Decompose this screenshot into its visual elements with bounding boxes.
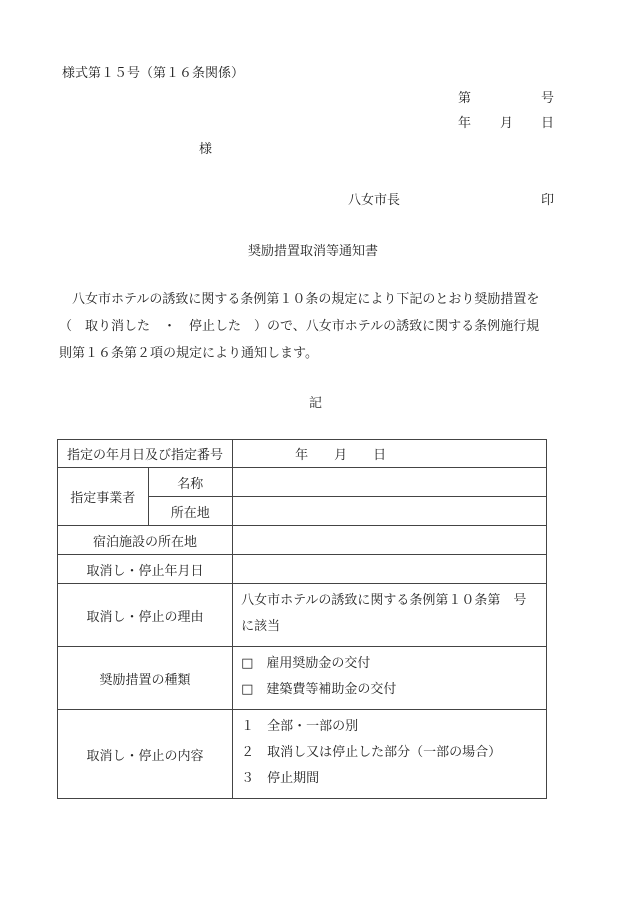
table-row — [58, 647, 547, 710]
cancel-date-label: 取消し・停止年月日 — [58, 555, 233, 584]
body-line: （ 取り消した ・ 停止した ）ので、八女市ホテルの誘致に関する条例施行規 — [59, 319, 540, 334]
table-row — [58, 526, 547, 555]
addressee-suffix: 様 — [199, 142, 213, 157]
operator-name-label: 名称 — [148, 468, 233, 497]
document-title: 奨励措置取消等通知書 — [248, 244, 379, 259]
table-row — [58, 584, 547, 647]
body-paragraph — [59, 286, 569, 367]
content-item: １ 全部・一部の別 — [241, 719, 359, 734]
date-month: 月 — [500, 116, 514, 131]
content-item: ３ 停止期間 — [241, 771, 320, 786]
doc-number-dai: 第 — [458, 91, 472, 106]
reason-field[interactable] — [233, 584, 547, 647]
construction-subsidy-checkbox[interactable]: □ 建築費等補助金の交付 — [241, 682, 397, 697]
doc-number-go: 号 — [541, 91, 555, 106]
table-row — [58, 710, 547, 799]
issuer-name: 八女市長 — [348, 193, 401, 208]
notification-table — [57, 439, 547, 799]
facility-location-field[interactable] — [233, 526, 547, 555]
content-label: 取消し・停止の内容 — [58, 710, 233, 799]
body-line: 八女市ホテルの誘致に関する条例第１０条の規定により下記のとおり奨励措置を — [72, 292, 540, 307]
content-field[interactable] — [233, 710, 547, 799]
measure-type-options — [233, 647, 547, 710]
ki-heading: 記 — [309, 396, 323, 411]
seal-mark: 印 — [541, 193, 555, 208]
operator-label: 指定事業者 — [58, 468, 149, 526]
cancel-date-field[interactable] — [233, 555, 547, 584]
reason-label: 取消し・停止の理由 — [58, 584, 233, 647]
table-row — [58, 555, 547, 584]
form-number-label: 様式第１５号（第１６条関係） — [62, 66, 245, 81]
designation-label: 指定の年月日及び指定番号 — [58, 440, 233, 468]
body-line: 則第１６条第２項の規定により通知します。 — [59, 346, 318, 361]
date-day: 日 — [541, 116, 555, 131]
measure-type-label: 奨励措置の種類 — [58, 647, 233, 710]
table-row — [58, 440, 547, 468]
reason-line: に該当 — [241, 619, 281, 634]
operator-name-field[interactable] — [233, 468, 547, 497]
table-row — [58, 468, 547, 497]
employment-incentive-checkbox[interactable]: □ 雇用奨励金の交付 — [241, 656, 371, 671]
operator-address-label: 所在地 — [148, 497, 233, 526]
designation-date[interactable]: 年 月 日 — [233, 440, 547, 468]
operator-address-field[interactable] — [233, 497, 547, 526]
content-item: ２ 取消し又は停止した部分（一部の場合） — [241, 745, 502, 760]
facility-location-label: 宿泊施設の所在地 — [58, 526, 233, 555]
date-year: 年 — [458, 116, 472, 131]
reason-line: 八女市ホテルの誘致に関する条例第１０条第 号 — [241, 593, 527, 608]
